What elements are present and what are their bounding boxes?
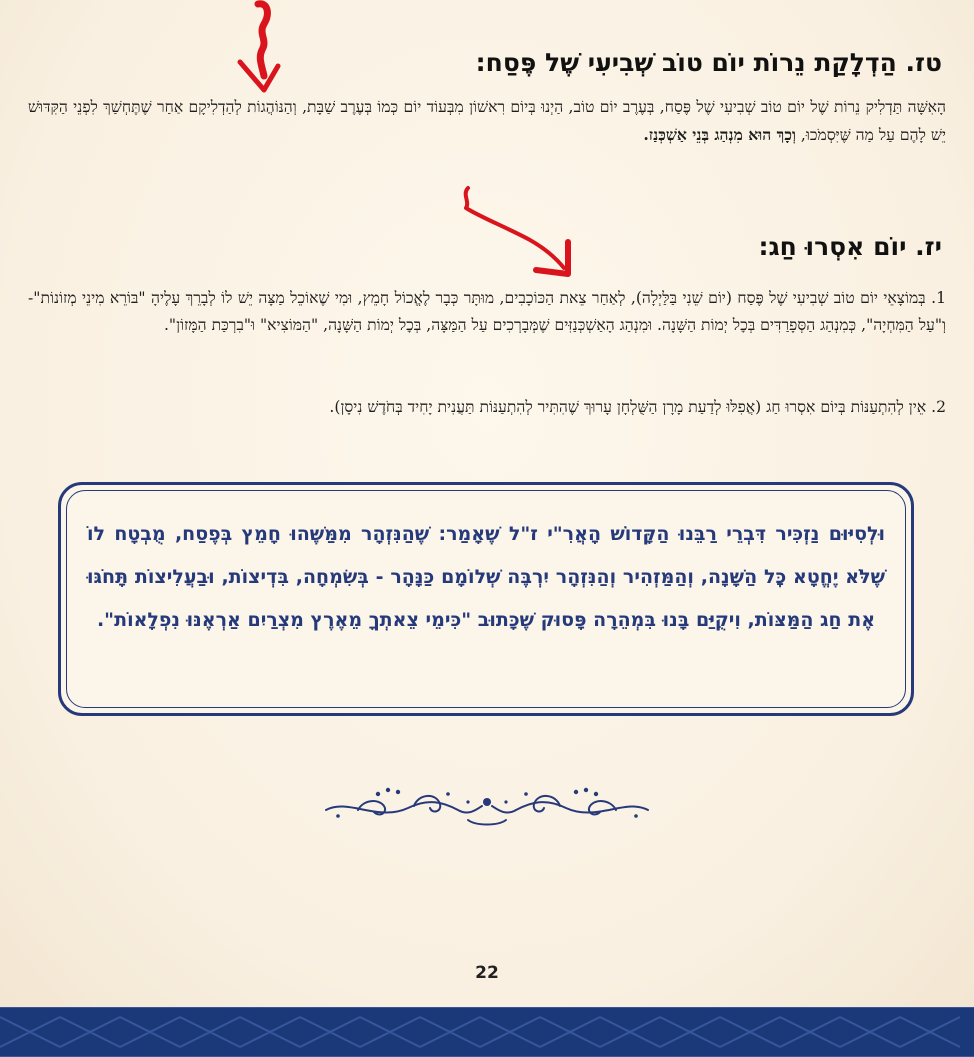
section-16-heading: טז. הַדְלָקַת נֵרוֹת יוֹם טוֹב שְׁבִיעִי שֶׁל פֶּסַח: bbox=[475, 48, 942, 77]
section-17-item-2: 2. אֵין לְהִתְעַנּוֹת בְּיוֹם אִסְרוּ חַג (אֲפִלּוּ לְדַעַת מָרָן הַשֻּׁלְחָן עָרוּךְ שֶׁהִתִּיר לְהִתְעַנּוֹת תַּעֲנִית יָחִיד בְּחֹדֶשׁ נִיסָן). bbox=[329, 398, 946, 416]
closing-quote-text: וּלְסִיּוּם נַזְכִּיר דִּבְרֵי רַבֵּנוּ הַקָּדוֹשׁ הָאֲרִ"י ז"ל שֶׁאָמַר: שֶׁהַנִּזְהָר מִמַּשֶּׁהוּ חָמֵץ בְּפֶסַח, מֻבְטָח לוֹ שֶׁלֹּא יֶחֱטָא כׇּל הַשָּׁנָה, וְהַמַּזְהִיר וְהַנִּזְהָר יִרְבֶּה שְׁלוֹמָם כַּנָּהָר - בְּשִׂמְחָה, בִּדְיצוֹת, וּבַעֲלִיצוֹת תָּחֹגּוּ אֶת חַג הַמַּצּוֹת, וִיקֻיַּם בָּנוּ בִּמְהֵרָה פָּסוּק שֶׁכָּתוּב "כִּימֵי צֵאתְךָ מֵאֶרֶץ מִצְרַיִם אַרְאֶנּוּ נִפְלָאוֹת". bbox=[87, 523, 885, 631]
section-16-paragraph bbox=[28, 94, 946, 149]
footer-pattern-band bbox=[0, 1007, 974, 1057]
section-17-item-1: 1. בְּמוֹצָאֵי יוֹם טוֹב שְׁבִיעִי שֶׁל פֶּסַח (יוֹם שֵׁנִי בַּלַּיְלָה), לְאַחַר צֵאת הַכּוֹכָבִים, מוּתָּר כְּבָר לֶאֱכוֹל חָמֵץ, וּמִי שֶׁאוֹכֵל מַצָּה יֵשׁ לוֹ לְבָרֵךְ עָלֶיהָ "בּוֹרֵא מִינֵי מְזוֹנוֹת"- וְ"עַל הַמִּחְיָה", כְּמִנְהַג הַסְּפָרַדִּים בְּכׇל יְמוֹת הַשָּׁנָה. וּמִנְהַג הָאַשְׁכְּנַזִּים שֶׁמְּבָרְכִים עַל הַמַּצָּה, בְּכׇל יְמוֹת הַשָּׁנָה, "הַמּוֹצִיא" וּ"בִרְכַּת הַמָּזוֹן". bbox=[28, 289, 946, 334]
section-16-bold-text: וְכָךְ הוּא מִנְהַג בְּנֵי אַשְׁכְּנַז. bbox=[643, 125, 796, 144]
decorative-divider-ornament bbox=[318, 780, 656, 832]
section-17-heading: יז. יוֹם אִסְרוּ חַג: bbox=[758, 232, 942, 261]
red-arrow-annotation-2 bbox=[452, 182, 582, 282]
section-16-text: הָאִשָּׁה תַּדְלִיק נֵרוֹת שֶׁל יוֹם טוֹב שְׁבִיעִי שֶׁל פֶּסַח, בְּעֶרֶב יוֹם טוֹב, הַיְנוּ בְּיוֹם רִאשׁוֹן מִבְּעוֹד יוֹם כְּמוֹ בְּעֶרֶב שַׁבָּת, וְהַנּוֹהֲגוֹת לְהַדְלִיקָם אַחַר שֶׁתֶּחְשַׁךְ לִפְנֵי הַקִּדּוּשׁ יֵשׁ לָהֶם עַל מַה שֶּׁיִּסְמֹכוּ, bbox=[28, 98, 946, 144]
page-number: 22 bbox=[475, 963, 499, 983]
red-arrow-annotation-1 bbox=[228, 0, 288, 98]
closing-quote-box bbox=[58, 482, 914, 716]
